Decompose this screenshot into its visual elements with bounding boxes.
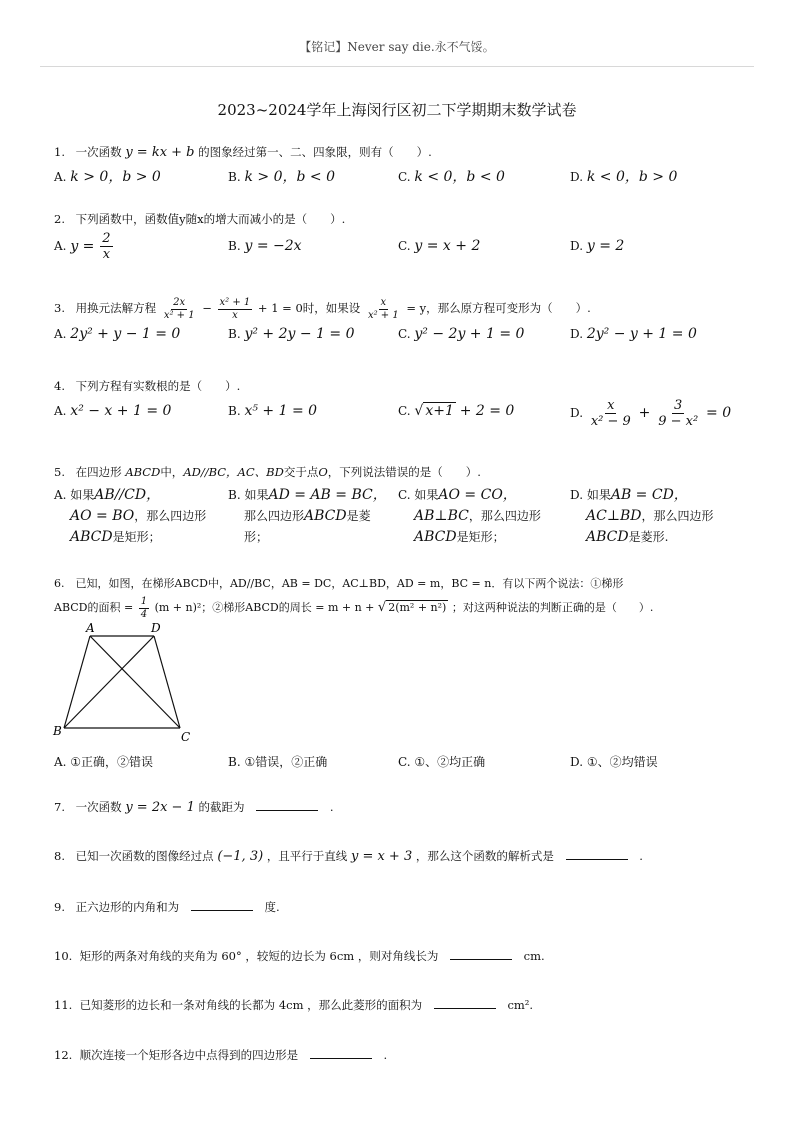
option-a[interactable] — [54, 232, 115, 261]
option-label: D. — [570, 239, 587, 253]
question-text: . — [639, 849, 643, 863]
option-label: D. — [570, 170, 587, 184]
option-math: x+1 — [425, 403, 454, 419]
option-label: A. — [54, 170, 71, 184]
option-label: A. — [54, 404, 71, 418]
math-expression: 4cm — [278, 998, 304, 1012]
question-11 — [54, 996, 754, 1014]
option-math: k < 0，b > 0 — [586, 169, 678, 185]
option-math: 2y² + y − 1 = 0 — [70, 326, 181, 342]
question-text: 矩形的两条对角线的夹角为 — [79, 949, 218, 963]
answer-blank[interactable] — [434, 997, 496, 1009]
answer-blank[interactable] — [450, 948, 512, 960]
option-math: x⁵ + 1 = 0 — [244, 403, 318, 419]
question-number: 9. — [54, 900, 65, 914]
question-text: ABCD的面积 = — [54, 601, 134, 614]
option-label: C. — [398, 327, 415, 341]
question-text: 下列函数中，函数值y随x的增大而减小的是（ ）. — [75, 212, 346, 226]
fraction: $\frac{x}{\text{x² − 9}}$ — [590, 398, 631, 429]
math-expression: y = 2x − 1 — [125, 800, 195, 815]
question-text: ，那么这个函数的解析式是 — [415, 849, 554, 863]
question-12 — [54, 1046, 754, 1064]
math-expression: y = x + 3 — [350, 849, 413, 864]
question-text: 正六边形的内角和为 — [75, 900, 180, 914]
math-expression: 2(m² + n²) — [388, 601, 447, 614]
question-text: ，那么此菱形的面积为 — [307, 998, 423, 1012]
question-text: . — [329, 800, 334, 814]
question-6 — [54, 575, 754, 623]
option-b[interactable]: B. 如果AD = AB = BC， 那么四边形ABCD是菱 形； — [228, 487, 387, 544]
unit-text: cm². — [507, 998, 534, 1012]
option-c[interactable] — [398, 238, 480, 254]
question-text: 一次函数 — [75, 800, 122, 814]
option-math: y = — [70, 238, 95, 255]
unit-text: cm. — [523, 949, 545, 963]
option-math: + 2 = 0 — [459, 403, 515, 419]
option-math: = 0 — [706, 405, 732, 421]
question-number: 6. — [54, 577, 65, 590]
question-number: 1. — [54, 145, 65, 159]
option-a[interactable]: A. ①正确，②错误 — [54, 755, 154, 769]
math-expression: ABCD — [125, 465, 161, 479]
sqrt-sign: √ — [377, 600, 387, 615]
question-number: 2. — [54, 212, 65, 226]
question-number: 10. — [54, 949, 73, 963]
option-b[interactable] — [228, 326, 355, 342]
option-c[interactable]: C. ①、②均正确 — [398, 755, 486, 769]
option-math: y² − 2y + 1 = 0 — [414, 326, 525, 342]
option-label: C. — [398, 239, 415, 253]
question-number: 8. — [54, 849, 65, 863]
option-b[interactable] — [228, 166, 335, 186]
option-label: B. — [228, 170, 245, 184]
question-3 — [54, 294, 754, 350]
option-a[interactable] — [54, 326, 180, 342]
operator: + — [638, 405, 651, 421]
option-label: B. — [228, 327, 245, 341]
question-text: 的截距为 — [198, 800, 245, 814]
option-b[interactable] — [228, 403, 317, 419]
question-10 — [54, 947, 754, 965]
answer-blank[interactable] — [191, 899, 253, 911]
option-label: C. — [398, 404, 415, 418]
option-a[interactable] — [54, 403, 171, 419]
fraction: $\frac{2}{x}$ — [102, 231, 111, 262]
question-text: 顺次连接一个矩形各边中点得到的四边形是 — [79, 1048, 299, 1062]
page-header: 【铭记】Never say die.永不气馁。 — [299, 40, 495, 54]
option-math: k > 0，b > 0 — [70, 169, 161, 185]
question-number: 3. — [54, 301, 65, 315]
math-expression: 6cm — [329, 949, 355, 963]
question-1 — [54, 143, 754, 190]
math-expression: y = kx + b — [125, 145, 195, 160]
fraction: $\frac{\text{x² + 1}}{x}$ — [219, 296, 251, 321]
option-d[interactable] — [570, 326, 697, 342]
question-8 — [54, 847, 754, 866]
option-label: D. — [570, 327, 587, 341]
question-text: 在四边形 — [75, 465, 122, 479]
option-b[interactable] — [228, 238, 302, 254]
option-d[interactable] — [570, 166, 677, 186]
question-text: 已知一次函数的图像经过点 — [75, 849, 214, 863]
operator: − — [202, 301, 212, 315]
question-text: 下列方程有实数根的是（ ）. — [75, 379, 241, 393]
question-2 — [54, 210, 754, 266]
answer-blank[interactable] — [256, 799, 318, 811]
option-a[interactable] — [54, 166, 161, 186]
sqrt-sign: √ — [414, 403, 424, 419]
vertex-label-b: B — [53, 724, 62, 738]
question-number: 7. — [54, 800, 65, 814]
option-label: C. — [398, 170, 415, 184]
question-4 — [54, 377, 754, 435]
fraction: $\frac{1}{4}$ — [140, 595, 148, 620]
fraction: $\frac{2x}{\text{x² + 1}}$ — [163, 296, 195, 321]
question-text: 已知，如图，在梯形ABCD中，AD//BC，AB = DC，AC⊥BD，AD = m，BC = n．有以下两个说法：①梯形 — [75, 577, 624, 590]
question-5 — [54, 463, 754, 551]
question-text: 一次函数 — [75, 145, 122, 159]
exam-title: 2023~2024学年上海闵行区初二下学期期末数学试卷 — [217, 101, 577, 119]
option-label: A. — [54, 239, 67, 253]
option-d[interactable] — [570, 238, 624, 254]
vertex-label-a: A — [86, 621, 95, 635]
math-expression: O — [318, 465, 328, 479]
question-text: ，下列说法错误的是（ ）. — [327, 465, 481, 479]
option-c[interactable]: C. 如果AO = CO， AB⊥BC，那么四边形 ABCD是矩形； — [398, 487, 541, 545]
math-expression: AD//BC，AC、BD — [183, 465, 284, 479]
option-c[interactable] — [398, 166, 505, 186]
header-divider — [40, 66, 754, 67]
question-number: 4. — [54, 379, 65, 393]
question-text: = y，那么原方程可变形为（ ）. — [406, 301, 591, 315]
option-d[interactable] — [570, 399, 731, 428]
question-text: + 1 = 0时，如果设 — [257, 301, 361, 315]
option-math: 2y² − y + 1 = 0 — [586, 326, 697, 342]
option-label: B. — [228, 239, 245, 253]
question-text: 已知菱形的边长和一条对角线的长都为 — [79, 998, 276, 1012]
question-text: ，较短的边长为 — [245, 949, 326, 963]
option-math: y = −2x — [244, 238, 302, 254]
question-text: ，且平行于直线 — [266, 849, 348, 863]
option-label: B. — [228, 404, 245, 418]
option-math: y² + 2y − 1 = 0 — [244, 326, 355, 342]
option-a[interactable]: A. 如果AB//CD， AO = BO，那么四边形 ABCD是矩形； — [54, 487, 207, 545]
question-9 — [54, 898, 754, 916]
question-text: 的图象经过第一、二、四象限，则有（ ）. — [198, 145, 432, 159]
option-math: k < 0，b < 0 — [414, 169, 505, 185]
option-c[interactable] — [398, 326, 524, 342]
answer-blank[interactable] — [310, 1047, 372, 1059]
option-b[interactable]: B. ①错误，②正确 — [228, 755, 328, 769]
question-number: 12. — [54, 1048, 73, 1062]
option-math: k > 0，b < 0 — [244, 169, 335, 185]
option-label: D. — [570, 406, 587, 420]
option-d[interactable]: D. 如果AB = CD， AC⊥BD，那么四边形 ABCD是菱形. — [570, 487, 714, 545]
question-text: ；对这两种说法的判断正确的是（ ）. — [451, 601, 654, 614]
trapezoid-figure — [50, 620, 200, 744]
math-expression: (−1, 3) — [217, 849, 264, 864]
question-text: 交于点 — [283, 465, 319, 479]
math-expression: 60° — [221, 949, 242, 963]
option-c[interactable] — [398, 403, 514, 419]
question-7 — [54, 798, 754, 817]
question-text: (m + n)²；②梯形ABCD的周长 = m + n + — [154, 601, 375, 614]
vertex-label-d: D — [151, 621, 161, 635]
fraction: $\frac{3}{\text{9 − x²}}$ — [658, 398, 699, 429]
question-text: 度. — [264, 900, 280, 914]
option-math: y = x + 2 — [414, 238, 481, 254]
option-math: x² − x + 1 = 0 — [70, 403, 172, 419]
question-6-options — [54, 749, 754, 777]
question-text: 用换元法解方程 — [75, 301, 157, 315]
question-text: 中， — [160, 465, 184, 479]
question-text: ，则对角线长为 — [357, 949, 439, 963]
question-number: 11. — [54, 998, 73, 1012]
trapezoid-lines — [64, 636, 180, 728]
question-number: 5. — [54, 465, 65, 479]
fraction: $\frac{x}{\text{x² + 1}}$ — [367, 296, 399, 321]
vertex-label-c: C — [181, 730, 191, 744]
option-label: A. — [54, 327, 71, 341]
option-math: y = 2 — [586, 238, 625, 254]
question-text: . — [383, 1048, 388, 1062]
option-d[interactable]: D. ①、②均错误 — [570, 755, 658, 769]
answer-blank[interactable] — [566, 848, 628, 860]
